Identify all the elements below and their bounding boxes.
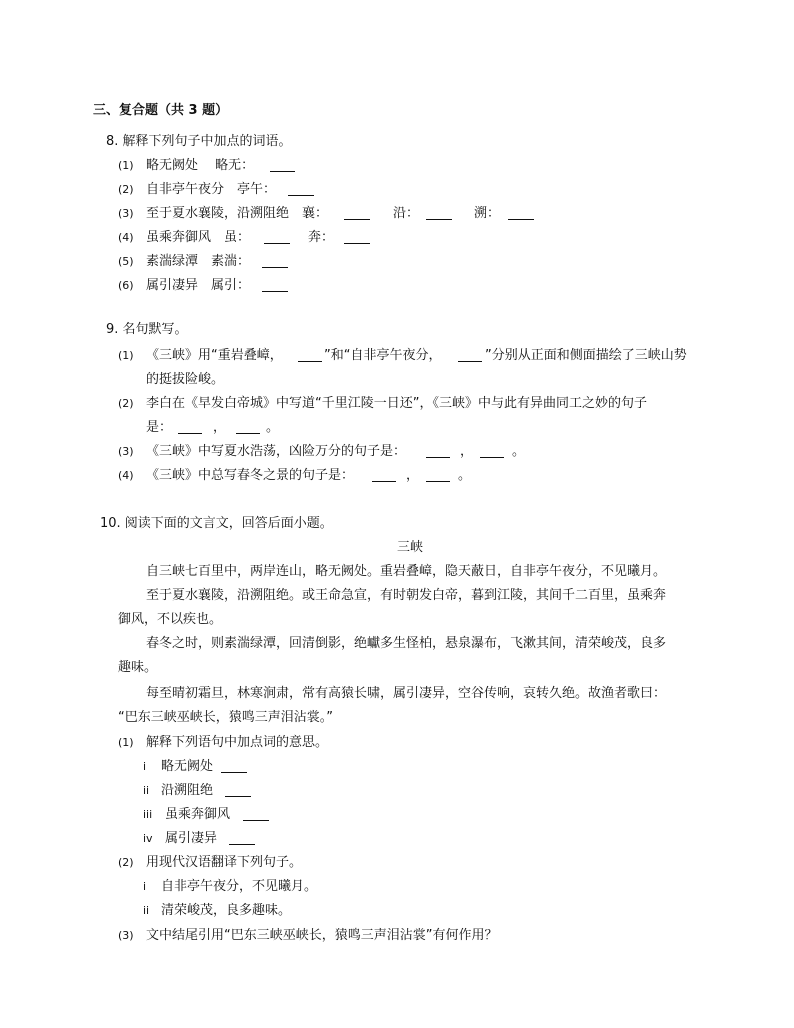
- passage-p2: 至于夏水襄陵，沿溯阻绝。或王命急宣，有时朝发白帝，暮到江陵，其间千二百里，虽乘奔: [146, 588, 667, 603]
- q10-sub-1-i: [143, 759, 214, 775]
- q8-item-2: [118, 182, 277, 198]
- q9-item-2-a: 李白在《早发白帝城》中写道“千里江陵一日还”，《三峡》中与此有异曲同工之妙的句子: [146, 396, 647, 411]
- q9-item-4-a: 《三峡》中总写春冬之景的句子是：: [146, 468, 355, 483]
- q8-item-2-num: (2): [118, 183, 134, 196]
- passage-p2-cont: 御风，不以疾也。: [118, 612, 223, 627]
- q10-sub-1-text: 解释下列语句中加点词的意思。: [146, 735, 329, 750]
- q10-stem: 10. 阅读下面的文言文，回答后面小题。: [100, 516, 333, 531]
- q9-item-1-a: 《三峡》用“重岩叠嶂，: [146, 348, 283, 363]
- q8-item-6-text: 属引凄异 属引：: [146, 278, 251, 293]
- q10-sub-1-iii: [143, 807, 231, 823]
- q10-sub-3-text: 文中结尾引用“巴东三峡巫峡长，猿鸣三声泪沾裳”有何作用？: [146, 928, 498, 943]
- q10-sub-3: [118, 928, 498, 944]
- q8-item-5: [118, 254, 251, 270]
- q8-item-2-text: 自非亭午夜分 亭午：: [146, 182, 277, 197]
- answer-blank[interactable]: [426, 468, 450, 482]
- q9-item-3-num: (3): [118, 445, 134, 458]
- q9-item-2-c: ，: [213, 420, 227, 435]
- q9-item-1-cont: 的挺拔险峻。: [146, 372, 225, 387]
- q8-item-5-num: (5): [118, 255, 134, 268]
- q8-item-5-text: 素湍绿潭 素湍：: [146, 254, 251, 269]
- q10-sub-3-num: (3): [118, 929, 134, 942]
- sub-item-text: 自非亭午夜分，不见曦月。: [161, 879, 318, 894]
- q8-item-3-num: (3): [118, 207, 134, 220]
- q9-item-3-a: 《三峡》中写夏水浩荡，凶险万分的句子是：: [146, 444, 407, 459]
- passage-title: 三峡: [397, 540, 424, 555]
- q9-item-4-c: 。: [458, 468, 472, 483]
- q9-item-4-num: (4): [118, 469, 134, 482]
- q9-item-2: [118, 396, 647, 412]
- answer-blank[interactable]: [236, 420, 260, 434]
- q8-item-1-text: 略无阙处 略无：: [146, 158, 255, 173]
- roman-num: i: [143, 760, 147, 773]
- answer-blank[interactable]: [298, 348, 322, 362]
- answer-blank[interactable]: [480, 444, 504, 458]
- answer-blank[interactable]: [344, 230, 370, 244]
- answer-blank[interactable]: [229, 831, 255, 845]
- q9-item-4: [118, 468, 472, 484]
- passage-p1: 自三峡七百里中，两岸连山，略无阙处。重岩叠嶂，隐天蔽日，自非亭午夜分，不见曦月。: [146, 564, 667, 579]
- sub-item-text: 略无阙处: [161, 759, 214, 774]
- answer-blank[interactable]: [221, 759, 247, 773]
- roman-num: iv: [143, 832, 153, 845]
- answer-blank[interactable]: [426, 444, 450, 458]
- answer-blank[interactable]: [458, 348, 482, 362]
- q10-sub-1-num: (1): [118, 736, 134, 749]
- answer-blank[interactable]: [264, 230, 290, 244]
- q8-item-1: [118, 158, 255, 174]
- answer-blank[interactable]: [508, 206, 534, 220]
- q10-sub-1-ii: [143, 783, 214, 799]
- sub-item-text: 虽乘奔御风: [165, 807, 231, 822]
- answer-blank[interactable]: [426, 206, 452, 220]
- q10-sub-1-iv: [143, 831, 218, 847]
- q9-item-3-c: 。: [512, 444, 526, 459]
- q8-stem: 8. 解释下列句子中加点的词语。: [106, 134, 292, 149]
- q8-item-3: [118, 206, 501, 222]
- answer-blank[interactable]: [372, 468, 396, 482]
- answer-blank[interactable]: [262, 254, 288, 268]
- answer-blank[interactable]: [225, 783, 251, 797]
- q9-item-2-num: (2): [118, 397, 134, 410]
- q9-item-1-c: ”分别从正面和侧面描绘了三峡山势: [485, 348, 687, 363]
- section-title: 三、复合题（共 3 题）: [93, 103, 229, 118]
- sub-item-text: 沿溯阻绝: [161, 783, 214, 798]
- answer-blank[interactable]: [344, 206, 370, 220]
- answer-blank[interactable]: [270, 158, 295, 172]
- passage-p4: 每至晴初霜旦，林寒涧肃，常有高猿长啸，属引凄异，空谷传响，哀转久绝。故渔者歌曰：: [146, 686, 667, 701]
- roman-num: ii: [143, 904, 150, 917]
- q9-item-3: [118, 444, 526, 460]
- q10-sub-1: [118, 735, 329, 751]
- q9-item-3-b: ，: [460, 444, 474, 459]
- q10-sub-2: [118, 855, 303, 871]
- q8-item-3-b: 沿：: [393, 206, 420, 221]
- q9-item-1-b: ”和“自非亭午夜分，: [324, 348, 442, 363]
- answer-blank[interactable]: [243, 807, 269, 821]
- answer-blank[interactable]: [178, 420, 202, 434]
- q8-item-4: [118, 230, 335, 246]
- q9-item-4-b: ，: [406, 468, 420, 483]
- q10-sub-2-i: [143, 879, 318, 895]
- sub-item-text: 属引凄异: [165, 831, 218, 846]
- roman-num: i: [143, 880, 147, 893]
- q9-stem: 9. 名句默写。: [106, 322, 188, 337]
- q8-item-3-c: 溯：: [474, 206, 501, 221]
- q9-item-1-num: (1): [118, 349, 134, 362]
- q8-item-1-num: (1): [118, 159, 134, 172]
- answer-blank[interactable]: [262, 278, 288, 292]
- q8-item-6-num: (6): [118, 279, 134, 292]
- passage-p3: 春冬之时，则素湍绿潭，回清倒影，绝巘多生怪柏，悬泉瀑布，飞漱其间，清荣峻茂，良多: [146, 636, 667, 651]
- passage-p3-cont: 趣味。: [118, 660, 158, 675]
- sub-item-text: 清荣峻茂，良多趣味。: [161, 903, 292, 918]
- q8-item-4-text: 虽乘奔御风 虽：: [146, 230, 251, 245]
- q9-item-2-b: 是：: [146, 420, 173, 435]
- passage-p4-cont: “巴东三峡巫峡长，猿鸣三声泪沾裳。”: [118, 710, 333, 725]
- answer-blank[interactable]: [288, 182, 314, 196]
- q8-item-4-b: 奔：: [308, 230, 335, 245]
- q8-item-4-num: (4): [118, 231, 134, 244]
- roman-num: ii: [143, 784, 150, 797]
- q9-item-2-cont: [146, 420, 280, 436]
- q10-sub-2-num: (2): [118, 856, 134, 869]
- q9-item-1: [118, 348, 687, 364]
- q10-sub-2-ii: [143, 903, 292, 919]
- q9-item-2-d: 。: [266, 420, 280, 435]
- roman-num: iii: [143, 808, 153, 821]
- q8-item-6: [118, 278, 251, 294]
- q8-item-3-text: 至于夏水襄陵，沿溯阻绝 襄：: [146, 206, 329, 221]
- q10-sub-2-text: 用现代汉语翻译下列句子。: [146, 855, 303, 870]
